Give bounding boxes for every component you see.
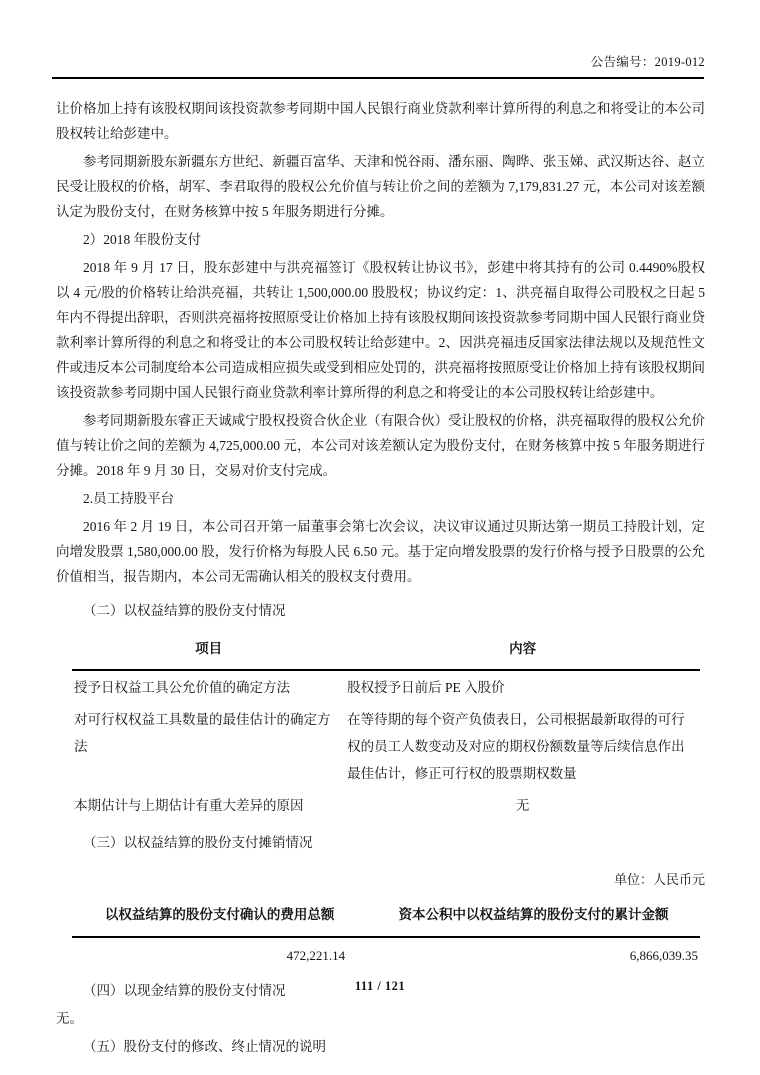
paragraph-esop: 2016 年 2 月 19 日，本公司召开第一届董事会第七次会议，决议审议通过贝斯达第一期员工持股计划，定向增发股票 1,580,000.00 股，发行价格为每股人民 6.50 元。基于定向增发股票的发行价格与授予日股票的公允价值相当，报告期内，本公司无需确认相关的股权支付费用。 [56,519,705,584]
table-header-row [72,631,700,671]
page-content [56,0,705,1062]
unit-label: 单位：人民币元 [613,872,705,887]
column-header-expense-total: 以权益结算的股份支付确认的费用总额 [104,907,335,922]
table-cell: 对可行权权益工具数量的最佳估计的确定方法 [74,712,331,754]
table-row [72,672,700,703]
table-cell: 本期估计与上期估计有重大差异的原因 [74,798,304,813]
table-value-row [72,938,700,969]
table-cell: 授予日权益工具公允价值的确定方法 [74,680,290,695]
table-cell: 在等待期的每个资产负债表日，公司根据最新取得的可行权的员工人数变动及对应的期权份额数量等后续信息作出最佳估计，修正可行权的股票期权数量 [347,712,685,781]
table-row [72,790,700,821]
table-header-row [72,898,700,938]
heading-2018-share-payment: 2）2018 年股份支付 [83,232,202,247]
paragraph-none: 无。 [56,1011,83,1026]
heading-section-2: （二）以权益结算的股份支付情况 [83,603,286,618]
equity-settlement-table [72,631,700,821]
announcement-number: 公告编号：2019-012 [590,55,705,69]
paragraph-2018-reference: 参考同期新股东睿正天诚咸宁股权投资合伙企业（有限合伙）受让股权的价格，洪亮福取得的股权公允价值与转让价之间的差额为 4,725,000.00 元，本公司对该差额认定为股份支付，在财务核算中按 5 年服务期进行分摊。2018 年 9 月 30 日，交易对价支付完成。 [56,413,705,478]
capital-reserve-value: 6,866,039.35 [629,948,698,963]
table-cell: 无 [515,798,530,813]
expense-total-value: 472,221.14 [286,948,346,963]
table-cell: 股权授予日前后 PE 入股价 [347,680,505,695]
heading-section-5: （五）股份支付的修改、终止情况的说明 [83,1039,326,1054]
paragraph-reference-2017: 参考同期新股东新疆东方世纪、新疆百富华、天津和悦谷雨、潘东丽、陶晔、张玉娣、武汉斯达谷、赵立民受让股权的价格，胡军、李君取得的股权公允价值与转让价之间的差额为 7,179,831.27 元，本公司对该差额认定为股份支付，在财务核算中按 5 年服务期进行分摊。 [56,154,705,219]
page-number: 111 / 121 [354,979,406,993]
heading-section-4: （四）以现金结算的股份支付情况 [83,983,286,998]
column-header-item: 项目 [195,641,223,656]
table-row [72,704,700,789]
paragraph-continuation: 让价格加上持有该股权期间该投资款参考同期中国人民银行商业贷款利率计算所得的利息之和将受让的本公司股权转让给彭建中。 [56,101,705,141]
heading-esop-platform: 2.员工持股平台 [83,491,175,506]
header-rule [52,77,704,79]
column-header-content: 内容 [509,641,537,656]
amortization-table [72,898,700,969]
column-header-capital-reserve: 资本公积中以权益结算的股份支付的累计金额 [398,907,669,922]
heading-section-3: （三）以权益结算的股份支付摊销情况 [83,835,313,850]
paragraph-2018-transfer: 2018 年 9 月 17 日，股东彭建中与洪亮福签订《股权转让协议书》，彭建中将其持有的公司 0.4490%股权以 4 元/股的价格转让给洪亮福，共转让 1,500,000.00 股股权；协议约定：1、洪亮福自取得公司股权之日起 5 年内不得提出辞职，否则洪亮福将按照原受让价格加上持有该股权期间该投资款参考同期中国人民银行商业贷款利率计算所得的利息之和将受让的本公司股权转让给彭建中。2、因洪亮福违反国家法律法规以及规范性文件或违反本公司制度给本公司造成相应损失或受到相应处罚的，洪亮福将按照原受让价格加上持有该股权期间该投资款参考同期中国人民银行商业贷款利率计算所得的利息之和将受让的本公司股权转让给彭建中。 [56,260,705,400]
